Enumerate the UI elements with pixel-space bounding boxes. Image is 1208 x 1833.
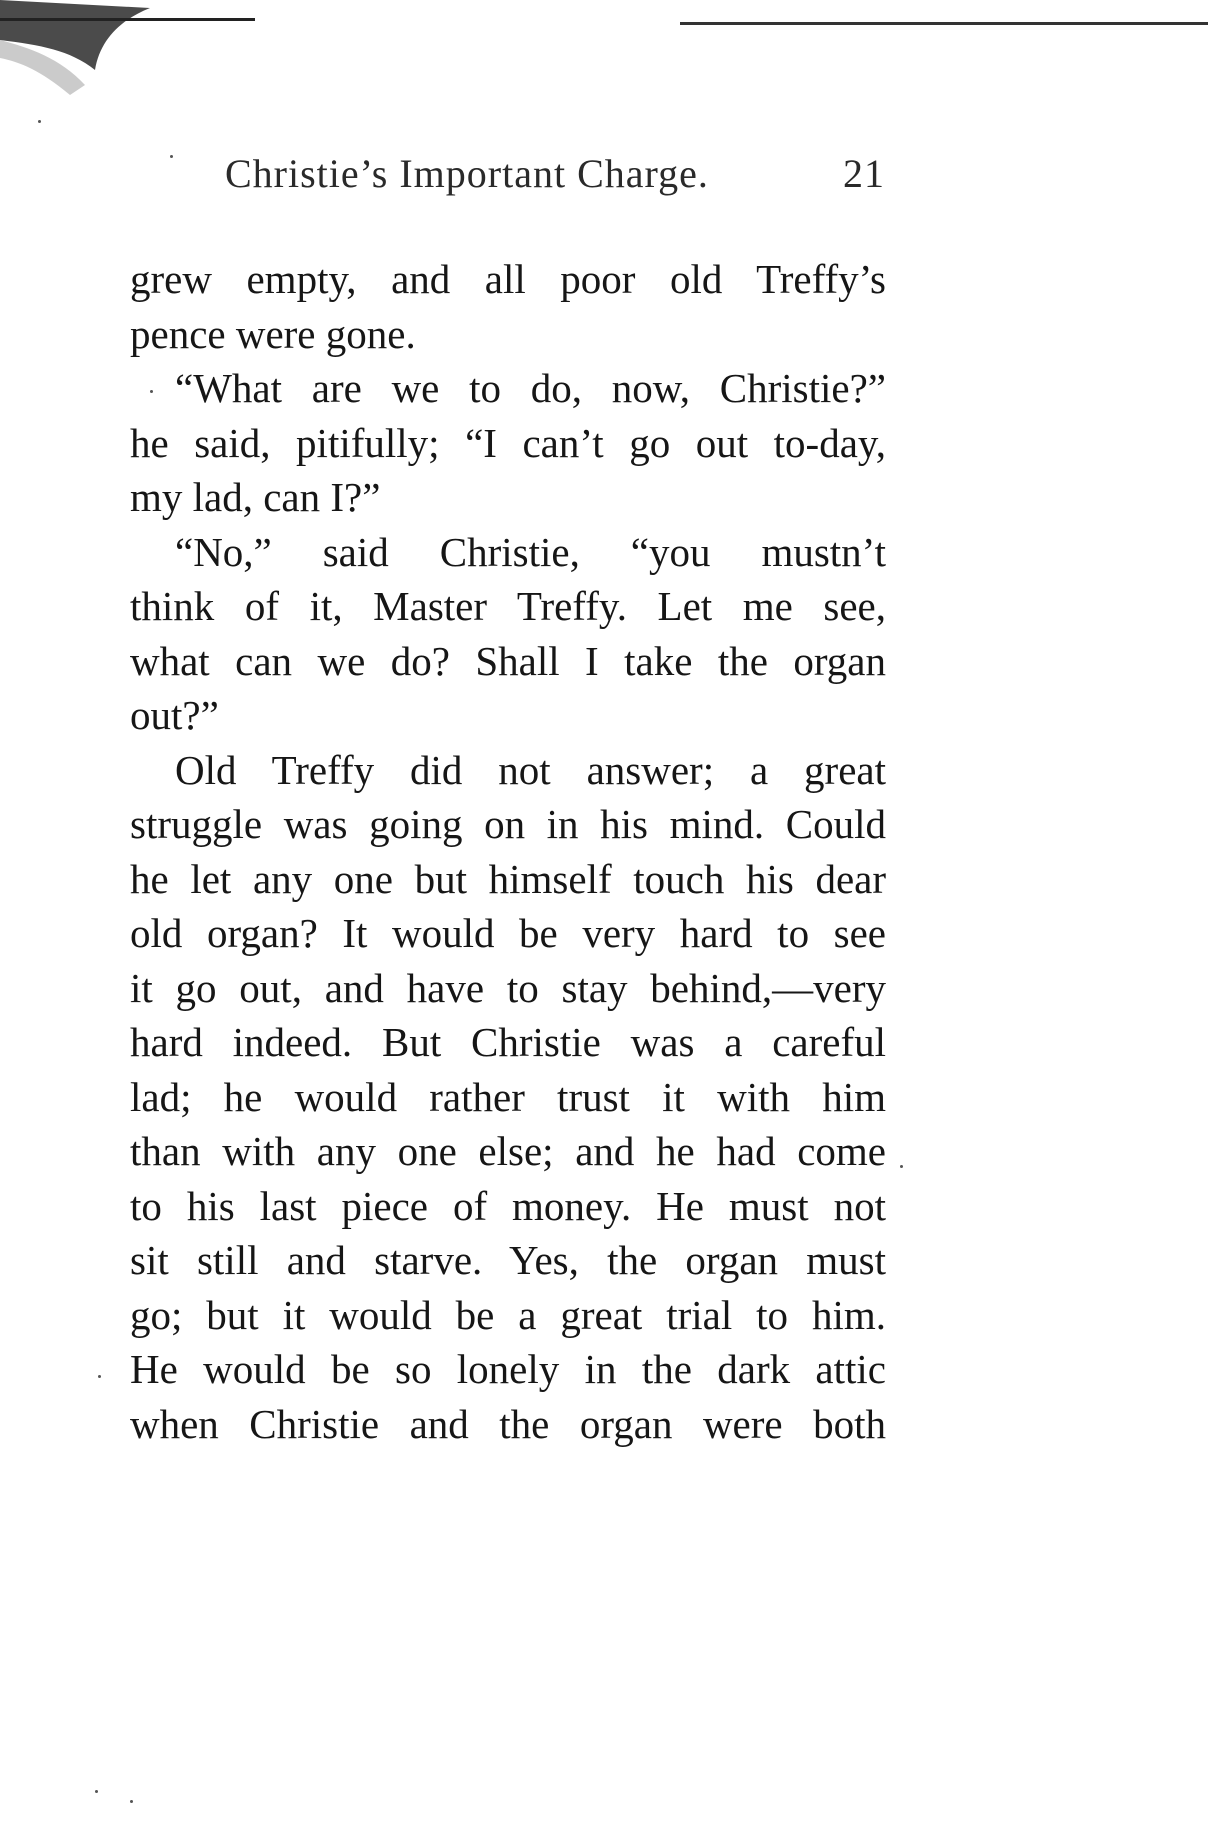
scan-speck [900,1165,903,1168]
text-line: “No,” said Christie, “you mustn’t [175,528,886,575]
scan-speck [95,1790,98,1793]
text-line: to his last piece of money. He must not [130,1182,886,1229]
text-line: old organ? It would be very hard to see [130,910,886,956]
running-title: Christie’s Important Charge. [225,151,709,196]
text-line: lad; he would rather trust it with him [130,1073,886,1120]
text-line: Old Treffy did not answer; a great [175,746,886,793]
text-line: “What are we to do, now, Christie?” [175,365,886,411]
text-line: grew empty, and all poor old Treffy’s [130,256,886,302]
text-line: struggle was going on in his mind. Could [130,801,886,847]
text-line: than with any one else; and he had come [130,1128,886,1174]
text-line: out?” [130,692,219,738]
scan-speck [170,155,173,158]
text-line: my lad, can I?” [130,474,381,520]
text-line: sit still and starve. Yes, the organ must [130,1237,886,1283]
text-line: He would be so lonely in the dark attic [130,1346,886,1392]
running-header [225,150,885,210]
text-line: what can we do? Shall I take the organ [130,637,886,684]
text-line: he said, pitifully; “I can’t go out to-day, [130,419,886,466]
text-line: when Christie and the organ were both [130,1400,886,1447]
text-line: he let any one but himself touch his dear [130,855,886,902]
body-text [130,252,886,1451]
scan-speck [98,1375,101,1378]
text-line: think of it, Master Treffy. Let me see, [130,583,886,629]
page-number: 21 [843,151,885,196]
scan-speck [130,1800,133,1803]
text-line: pence were gone. [130,310,416,357]
text-line: it go out, and have to stay behind,—very [130,964,886,1011]
scan-edge-line-right [680,22,1208,25]
scan-smudge [0,0,180,110]
scan-speck [38,120,41,123]
scan-edge-line-left [0,18,255,21]
text-line: hard indeed. But Christie was a careful [130,1019,886,1065]
text-line: go; but it would be a great trial to him. [130,1291,886,1338]
